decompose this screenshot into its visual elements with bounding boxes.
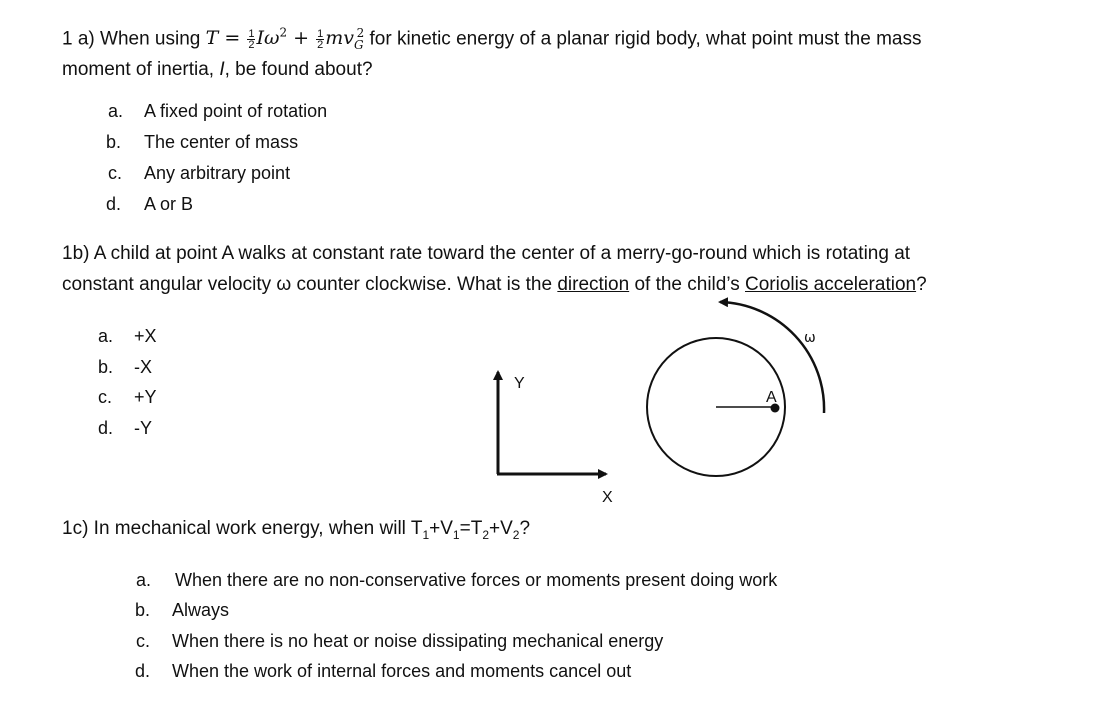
q1c-option-b-text: Always (172, 600, 230, 620)
q1b-line1: 1b) A child at point A walks at constant rate toward the center of a merry-go-round which is rotating at (62, 243, 911, 264)
q1b-option-a-letter: a. (98, 326, 114, 346)
q1b-option-d-letter: d. (98, 418, 114, 438)
q1a-option-b-letter: b. (106, 132, 122, 152)
q1a-line2: moment of inertia, I, be found about? (62, 59, 373, 80)
point-a-label: A (766, 389, 777, 406)
q1b-line2: constant angular velocity ω counter clockwise. What is the direction of the child’s Coriolis acceleration? (62, 274, 927, 295)
q1b-option-c-text: +Y (134, 387, 157, 407)
q1a-option-a-letter: a. (108, 101, 124, 121)
q1a-option-c-letter: c. (108, 163, 123, 183)
underlined-coriolis: Coriolis acceleration (745, 274, 917, 295)
q1a-prefix: 1 a) When using (62, 28, 206, 50)
q1c-option-c-letter: c. (136, 631, 151, 651)
q1a-option-d-text: A or B (144, 194, 194, 214)
omega-label: ω (804, 330, 816, 346)
q1a-suffix: for kinetic energy of a planar rigid body, what point must the mass (364, 28, 922, 50)
q1a-option-b-text: The center of mass (144, 132, 299, 152)
q1a-option-c-text: Any arbitrary point (144, 163, 291, 183)
q1a-option-d-letter: d. (106, 194, 122, 214)
q1c-option-d-letter: d. (135, 661, 151, 681)
merry-go-round (647, 338, 785, 476)
coordinate-axes (497, 372, 613, 506)
underlined-direction: direction (557, 274, 630, 295)
q1c-option-c-text: When there is no heat or noise dissipating mechanical energy (172, 631, 664, 651)
q1c-option-d-text: When the work of internal forces and moments cancel out (172, 661, 632, 681)
y-axis-label: Y (514, 375, 525, 392)
q1b-option-b-letter: b. (98, 357, 114, 377)
q1c-option-b-letter: b. (135, 600, 151, 620)
q1b-option-a-text: +X (134, 326, 157, 346)
q1b-option-d-text: -Y (134, 418, 152, 438)
fraction-half-2: $\frac{1}{2}$ (317, 27, 324, 51)
fraction-half-1: $\frac{1}{2}$ (248, 27, 255, 51)
q1a-option-a-text: A fixed point of rotation (144, 101, 328, 121)
kinetic-energy-equation: T = $\frac{1}{2}$ $I\omega^2$ + $\frac{1}{2}$ $mv_G^2$ (205, 26, 365, 53)
x-axis-label: X (602, 489, 613, 506)
q1b-option-c-letter: c. (98, 387, 113, 407)
q1b-option-b-text: -X (134, 357, 152, 377)
q1c-question: 1c) In mechanical work energy, when will $T_1+V_1=T_2+V_2$? (62, 518, 531, 542)
q1c-option-a-text: When there are no non-conservative forces or moments present doing work (175, 570, 778, 590)
q1c-option-a-letter: a. (136, 570, 152, 590)
